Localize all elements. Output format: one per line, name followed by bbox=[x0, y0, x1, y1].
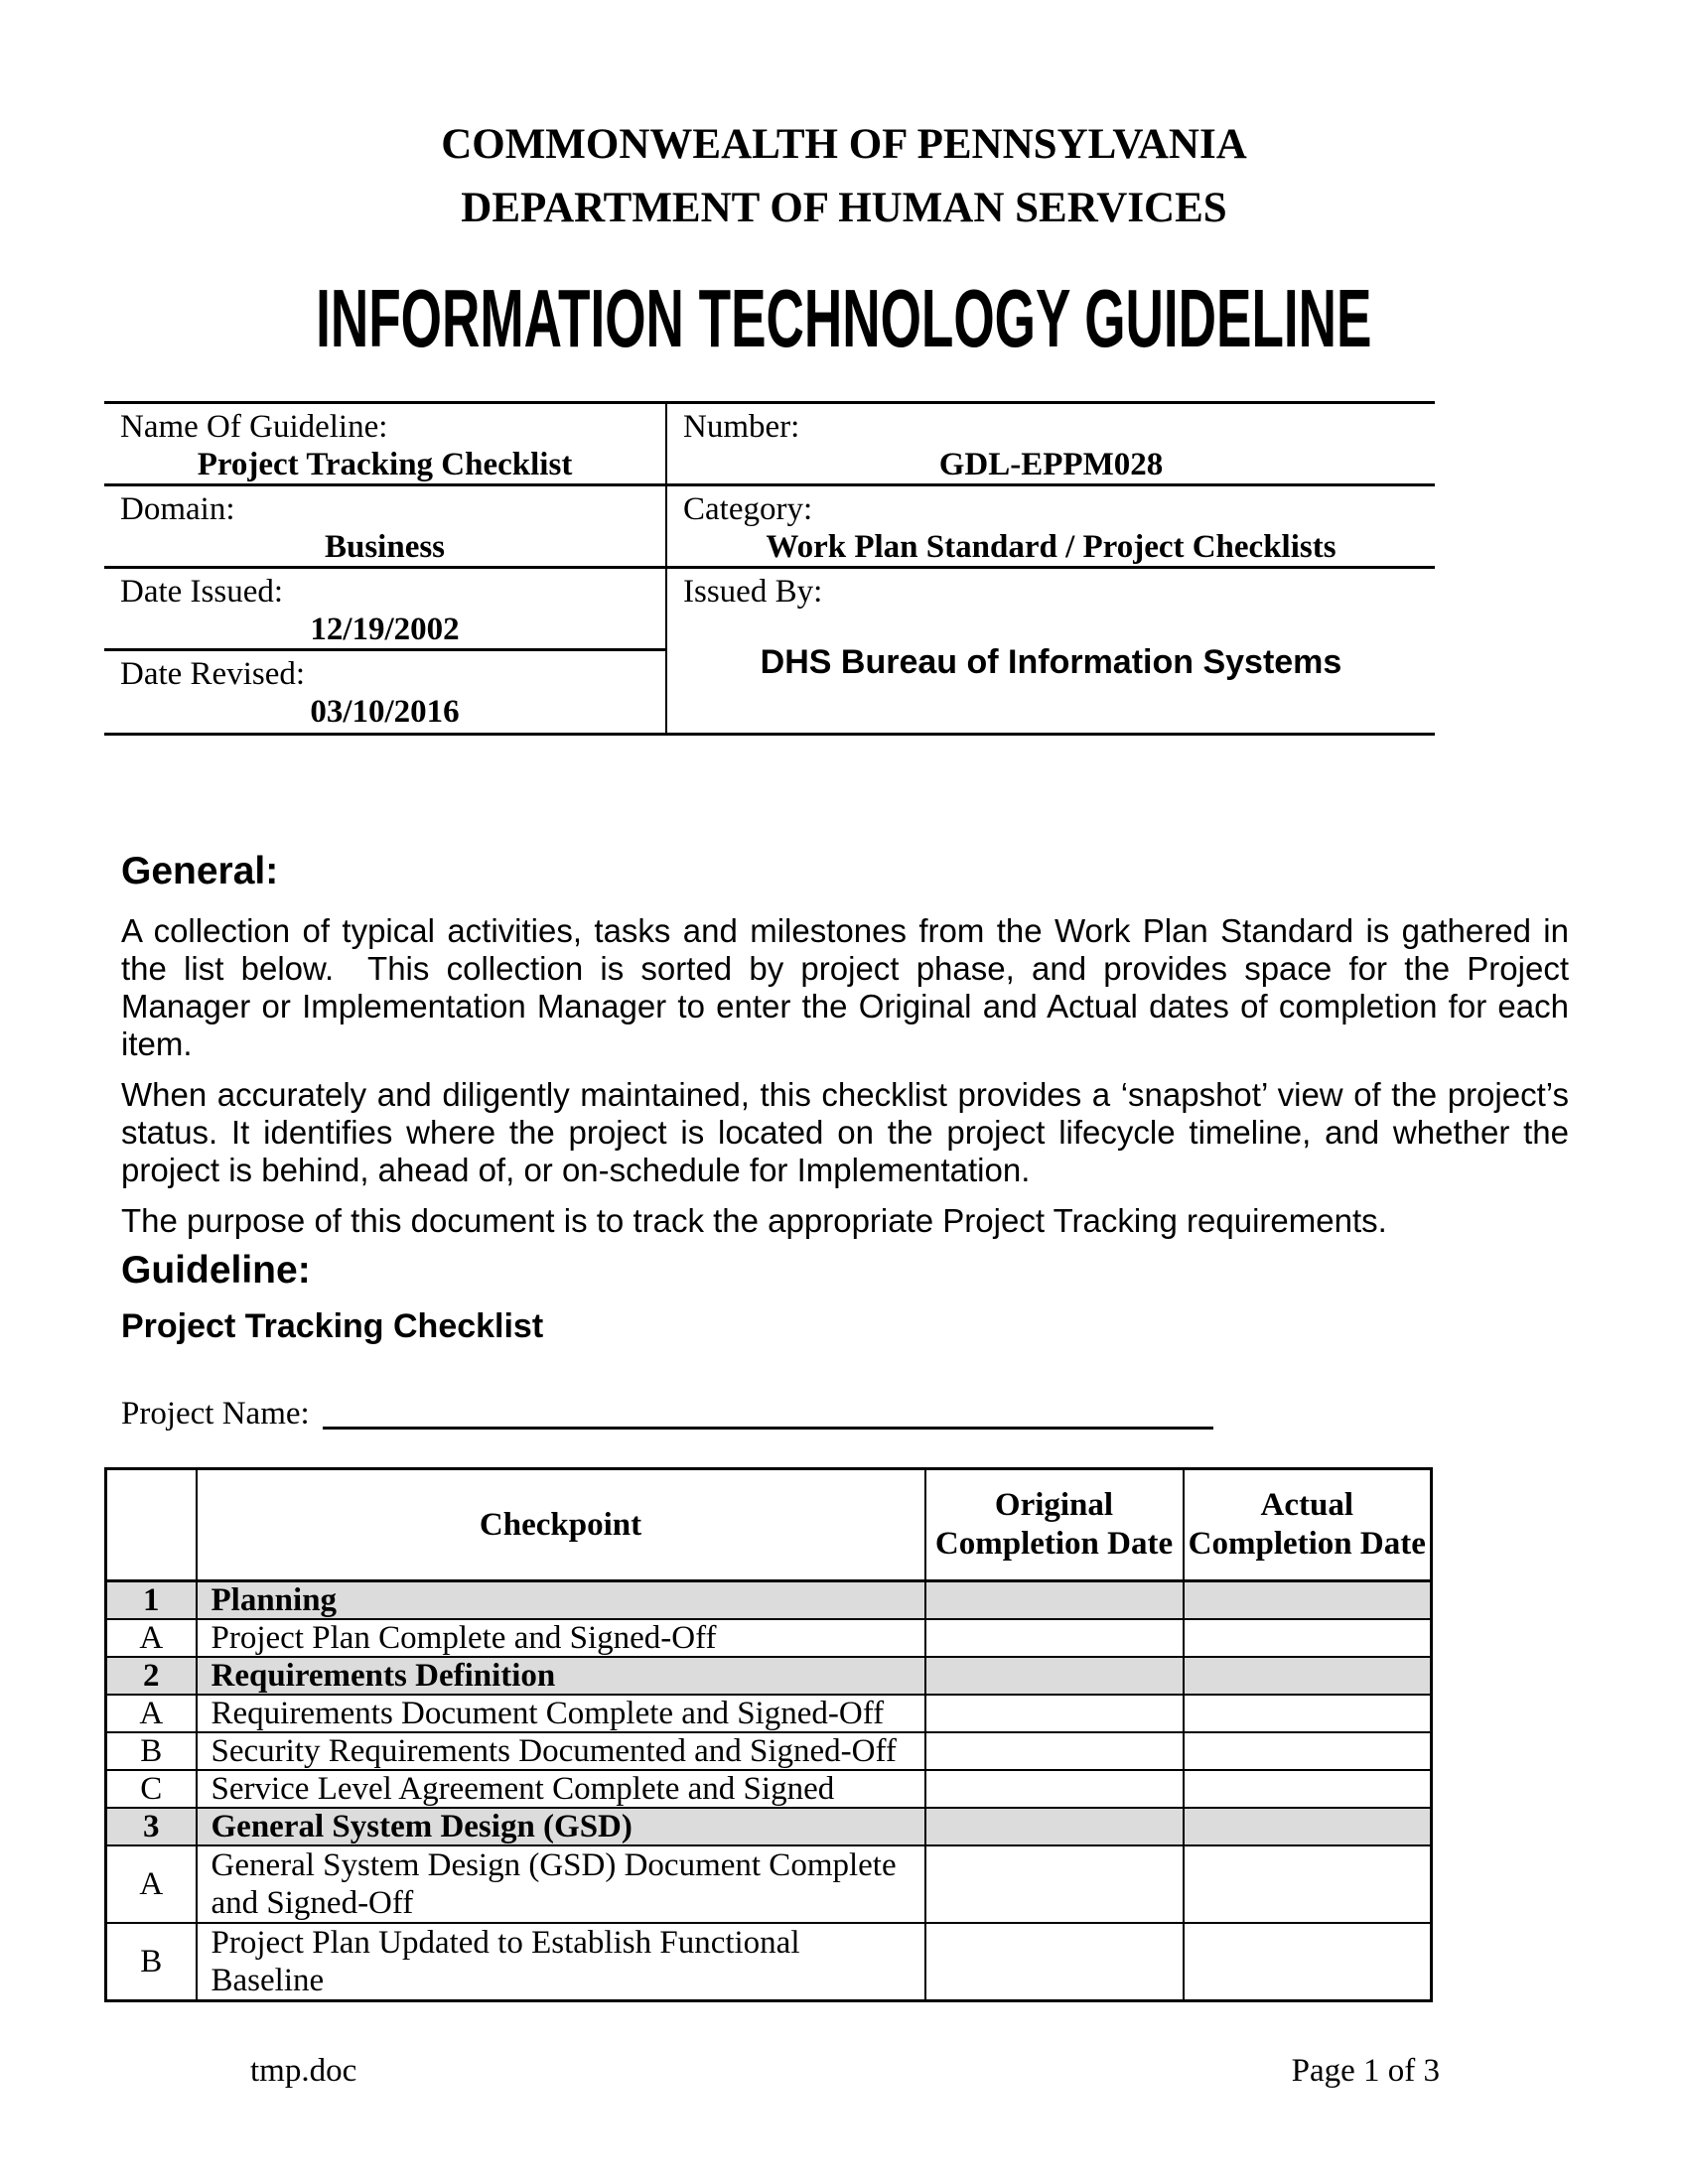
date-issued-label: Date Issued: bbox=[120, 574, 284, 610]
header-cell-original-completion-date: Original Completion Date bbox=[925, 1469, 1184, 1581]
header-cell-checkpoint: Checkpoint bbox=[197, 1469, 925, 1581]
row-original-date-cell bbox=[925, 1657, 1184, 1695]
row-actual-date-cell bbox=[1184, 1770, 1432, 1808]
row-label: Service Level Agreement Complete and Signed bbox=[197, 1770, 925, 1808]
date-issued-value: 12/19/2002 bbox=[310, 612, 460, 647]
table-row bbox=[106, 1695, 1432, 1732]
table-row bbox=[106, 1845, 1432, 1923]
domain-label: Domain: bbox=[120, 491, 235, 527]
row-original-date-cell bbox=[925, 1770, 1184, 1808]
meta-cell-domain bbox=[104, 485, 666, 568]
meta-cell-category bbox=[666, 485, 1435, 568]
row-label: Requirements Definition bbox=[197, 1657, 925, 1695]
row-num: A bbox=[106, 1695, 197, 1732]
row-original-date-cell bbox=[925, 1619, 1184, 1657]
footer-page-number: Page 1 of 3 bbox=[1291, 2053, 1440, 2089]
table-row-planning bbox=[106, 1581, 1432, 1620]
meta-cell-date-revised bbox=[104, 650, 666, 735]
row-num: 2 bbox=[106, 1657, 197, 1695]
row-original-date-cell bbox=[925, 1845, 1184, 1923]
row-label: Project Plan Updated to Establish Functional Baseline bbox=[197, 1923, 925, 2001]
row-actual-date-cell bbox=[1184, 1808, 1432, 1845]
row-label: General System Design (GSD) Document Complete and Signed-Off bbox=[197, 1845, 925, 1923]
general-paragraphs bbox=[121, 912, 1569, 1253]
project-tracking-checklist-table bbox=[104, 1467, 1433, 2002]
meta-cell-date-issued bbox=[104, 568, 666, 650]
row-actual-date-cell bbox=[1184, 1732, 1432, 1770]
project-name-label: Project Name: bbox=[121, 1396, 310, 1432]
guideline-meta-table bbox=[104, 401, 1435, 736]
number-label: Number: bbox=[683, 409, 800, 445]
row-original-date-cell bbox=[925, 1695, 1184, 1732]
row-num: 1 bbox=[106, 1581, 197, 1620]
header-cell-actual-completion-date: Actual Completion Date bbox=[1184, 1469, 1432, 1581]
row-label: Security Requirements Documented and Signed-Off bbox=[197, 1732, 925, 1770]
meta-cell-issued-by bbox=[666, 568, 1435, 735]
table-row bbox=[106, 1619, 1432, 1657]
row-actual-date-cell bbox=[1184, 1923, 1432, 2001]
doc-type-title-text: INFORMATION TECHNOLOGY GUIDELINE bbox=[316, 272, 1372, 364]
row-label: Requirements Document Complete and Signed-Off bbox=[197, 1695, 925, 1732]
row-num: A bbox=[106, 1845, 197, 1923]
row-actual-date-cell bbox=[1184, 1695, 1432, 1732]
table-row bbox=[106, 1923, 1432, 2001]
category-value: Work Plan Standard / Project Checklists bbox=[766, 529, 1336, 565]
date-revised-label: Date Revised: bbox=[120, 656, 306, 692]
footer-filename: tmp.doc bbox=[250, 2053, 357, 2089]
row-original-date-cell bbox=[925, 1808, 1184, 1845]
row-actual-date-cell bbox=[1184, 1581, 1432, 1620]
general-heading: General: bbox=[121, 850, 279, 892]
row-original-date-cell bbox=[925, 1732, 1184, 1770]
number-value: GDL-EPPM028 bbox=[938, 447, 1164, 482]
date-revised-value: 03/10/2016 bbox=[310, 694, 460, 730]
table-row bbox=[106, 1770, 1432, 1808]
domain-value: Business bbox=[324, 529, 446, 565]
row-actual-date-cell bbox=[1184, 1619, 1432, 1657]
name-of-guideline-value: Project Tracking Checklist bbox=[197, 447, 573, 482]
meta-cell-number bbox=[666, 403, 1435, 485]
guideline-heading: Guideline: bbox=[121, 1249, 311, 1292]
guideline-subheading: Project Tracking Checklist bbox=[121, 1307, 544, 1345]
issued-by-label: Issued By: bbox=[683, 574, 823, 610]
row-original-date-cell bbox=[925, 1923, 1184, 2001]
table-row bbox=[106, 1732, 1432, 1770]
row-num: 3 bbox=[106, 1808, 197, 1845]
row-num: B bbox=[106, 1923, 197, 2001]
org-title-line1: COMMONWEALTH OF PENNSYLVANIA bbox=[441, 121, 1247, 168]
row-num: C bbox=[106, 1770, 197, 1808]
header-cell-num bbox=[106, 1469, 197, 1581]
doc-type-title bbox=[0, 272, 1688, 364]
issued-by-value: DHS Bureau of Information Systems bbox=[760, 643, 1342, 681]
row-num: A bbox=[106, 1619, 197, 1657]
row-label: General System Design (GSD) bbox=[197, 1808, 925, 1845]
org-title bbox=[0, 113, 1688, 240]
category-label: Category: bbox=[683, 491, 813, 527]
row-actual-date-cell bbox=[1184, 1657, 1432, 1695]
general-paragraph-3: The purpose of this document is to track the appropriate Project Tracking requirements. bbox=[121, 1202, 1387, 1239]
row-label: Project Plan Complete and Signed-Off bbox=[197, 1619, 925, 1657]
row-label: Planning bbox=[197, 1581, 925, 1620]
org-title-line2: DEPARTMENT OF HUMAN SERVICES bbox=[461, 185, 1227, 231]
row-num: B bbox=[106, 1732, 197, 1770]
row-original-date-cell bbox=[925, 1581, 1184, 1620]
meta-cell-name bbox=[104, 403, 666, 485]
project-name-blank-line bbox=[323, 1427, 1213, 1430]
row-actual-date-cell bbox=[1184, 1845, 1432, 1923]
name-of-guideline-label: Name Of Guideline: bbox=[120, 409, 388, 445]
table-row-requirements-definition bbox=[106, 1657, 1432, 1695]
general-paragraph-2: When accurately and diligently maintained, this checklist provides a ‘snapshot’ view of the project’s status. It identifies where the project is located on the project lifecycle timeline, and whether the project is behind, ahead of, or on-schedule for Implementation. bbox=[121, 1076, 1569, 1188]
checklist-header-row bbox=[106, 1469, 1432, 1581]
table-row-general-system-design bbox=[106, 1808, 1432, 1845]
general-paragraph-1: A collection of typical activities, tasks and milestones from the Work Plan Standard is gathered in the list below. This collection is sorted by project phase, and provides space for the Project Manager or Implementation Manager to enter the Original and Actual dates of completion for each item. bbox=[121, 912, 1569, 1062]
